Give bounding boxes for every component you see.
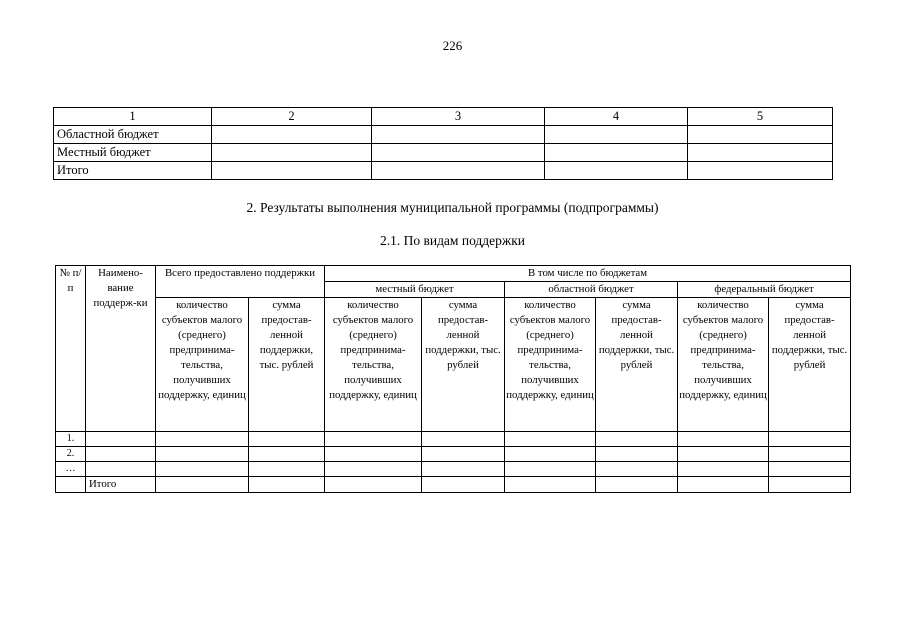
table-cell [596, 462, 678, 477]
table-cell [596, 432, 678, 447]
table-cell [422, 447, 505, 462]
table-cell [156, 432, 249, 447]
table-cell [325, 432, 422, 447]
table-cell [688, 126, 833, 144]
row-label: Областной бюджет [54, 126, 212, 144]
header-cell: 5 [688, 108, 833, 126]
table-row [54, 144, 833, 162]
table-cell [249, 462, 325, 477]
table-cell [505, 432, 596, 447]
table-row [56, 447, 851, 462]
header-total-provided: Всего предоставлено поддержки [156, 266, 325, 298]
table-cell [372, 126, 545, 144]
table-cell [212, 126, 372, 144]
table-row [54, 126, 833, 144]
table-cell [86, 432, 156, 447]
table-cell [86, 447, 156, 462]
header-count: количество субъектов малого (среднего) предпринима-тельства, получивших поддержку, единиц [678, 298, 769, 432]
table-cell [325, 462, 422, 477]
table-cell [249, 477, 325, 493]
table-total-row [56, 477, 851, 493]
table-cell [769, 462, 851, 477]
total-label: Итого [86, 477, 156, 493]
table-cell [325, 477, 422, 493]
header-count: количество субъектов малого (среднего) предпринима-тельства, получивших поддержку, единиц [325, 298, 422, 432]
row-label: Итого [54, 162, 212, 180]
table-cell [545, 144, 688, 162]
table-cell [769, 432, 851, 447]
budget-summary-table [53, 107, 833, 180]
table-cell [688, 162, 833, 180]
table-cell [86, 462, 156, 477]
table-cell [678, 462, 769, 477]
table-cell [688, 144, 833, 162]
header-local-budget: местный бюджет [325, 282, 505, 298]
table-cell [156, 462, 249, 477]
table-cell [249, 447, 325, 462]
header-cell: 1 [54, 108, 212, 126]
table-row [56, 432, 851, 447]
table-cell [505, 477, 596, 493]
table-cell [156, 477, 249, 493]
table-cell [56, 477, 86, 493]
table-cell [505, 462, 596, 477]
table-cell [505, 447, 596, 462]
table-cell [596, 447, 678, 462]
header-count: количество субъектов малого (среднего) предпринима-тельства, получивших поддержку, единиц [505, 298, 596, 432]
header-support-name: Наимено-вание поддерж-ки [86, 266, 156, 432]
header-federal-budget: федеральный бюджет [678, 282, 851, 298]
header-cell: 2 [212, 108, 372, 126]
table-header-row [56, 298, 851, 432]
table-cell [422, 432, 505, 447]
table-cell [678, 447, 769, 462]
header-sum: сумма предостав-ленной поддержки, тыс. рублей [249, 298, 325, 432]
table-row [56, 462, 851, 477]
table-cell [422, 462, 505, 477]
subsection-title: 2.1. По видам поддержки [379, 233, 526, 248]
table-cell [212, 144, 372, 162]
section-title: 2. Результаты выполнения муниципальной программы (подпрограммы) [246, 200, 659, 215]
header-cell: 3 [372, 108, 545, 126]
table-cell [372, 162, 545, 180]
table-row [54, 162, 833, 180]
header-sum: сумма предостав-ленной поддержки, тыс. рублей [769, 298, 851, 432]
table-cell [545, 162, 688, 180]
row-number: 2. [56, 447, 86, 462]
table-cell [678, 432, 769, 447]
table-cell [678, 477, 769, 493]
table-cell [596, 477, 678, 493]
header-including-budgets: В том числе по бюджетам [325, 266, 851, 282]
header-number: № п/п [56, 266, 86, 432]
header-count: количество субъектов малого (среднего) предпринима-тельства, получивших поддержку, единиц [156, 298, 249, 432]
row-number: … [56, 462, 86, 477]
row-number: 1. [56, 432, 86, 447]
support-results-table [55, 265, 851, 493]
table-header-row [54, 108, 833, 126]
header-regional-budget: областной бюджет [505, 282, 678, 298]
table-cell [372, 144, 545, 162]
header-sum: сумма предостав-ленной поддержки, тыс. рублей [596, 298, 678, 432]
table-cell [422, 477, 505, 493]
table-cell [212, 162, 372, 180]
header-sum: сумма предостав-ленной поддержки, тыс. рублей [422, 298, 505, 432]
header-cell: 4 [545, 108, 688, 126]
table-cell [545, 126, 688, 144]
table-cell [769, 447, 851, 462]
table-cell [325, 447, 422, 462]
page-number: 226 [442, 38, 463, 53]
table-cell [769, 477, 851, 493]
table-cell [249, 432, 325, 447]
table-cell [156, 447, 249, 462]
row-label: Местный бюджет [54, 144, 212, 162]
table-header-row [56, 266, 851, 282]
